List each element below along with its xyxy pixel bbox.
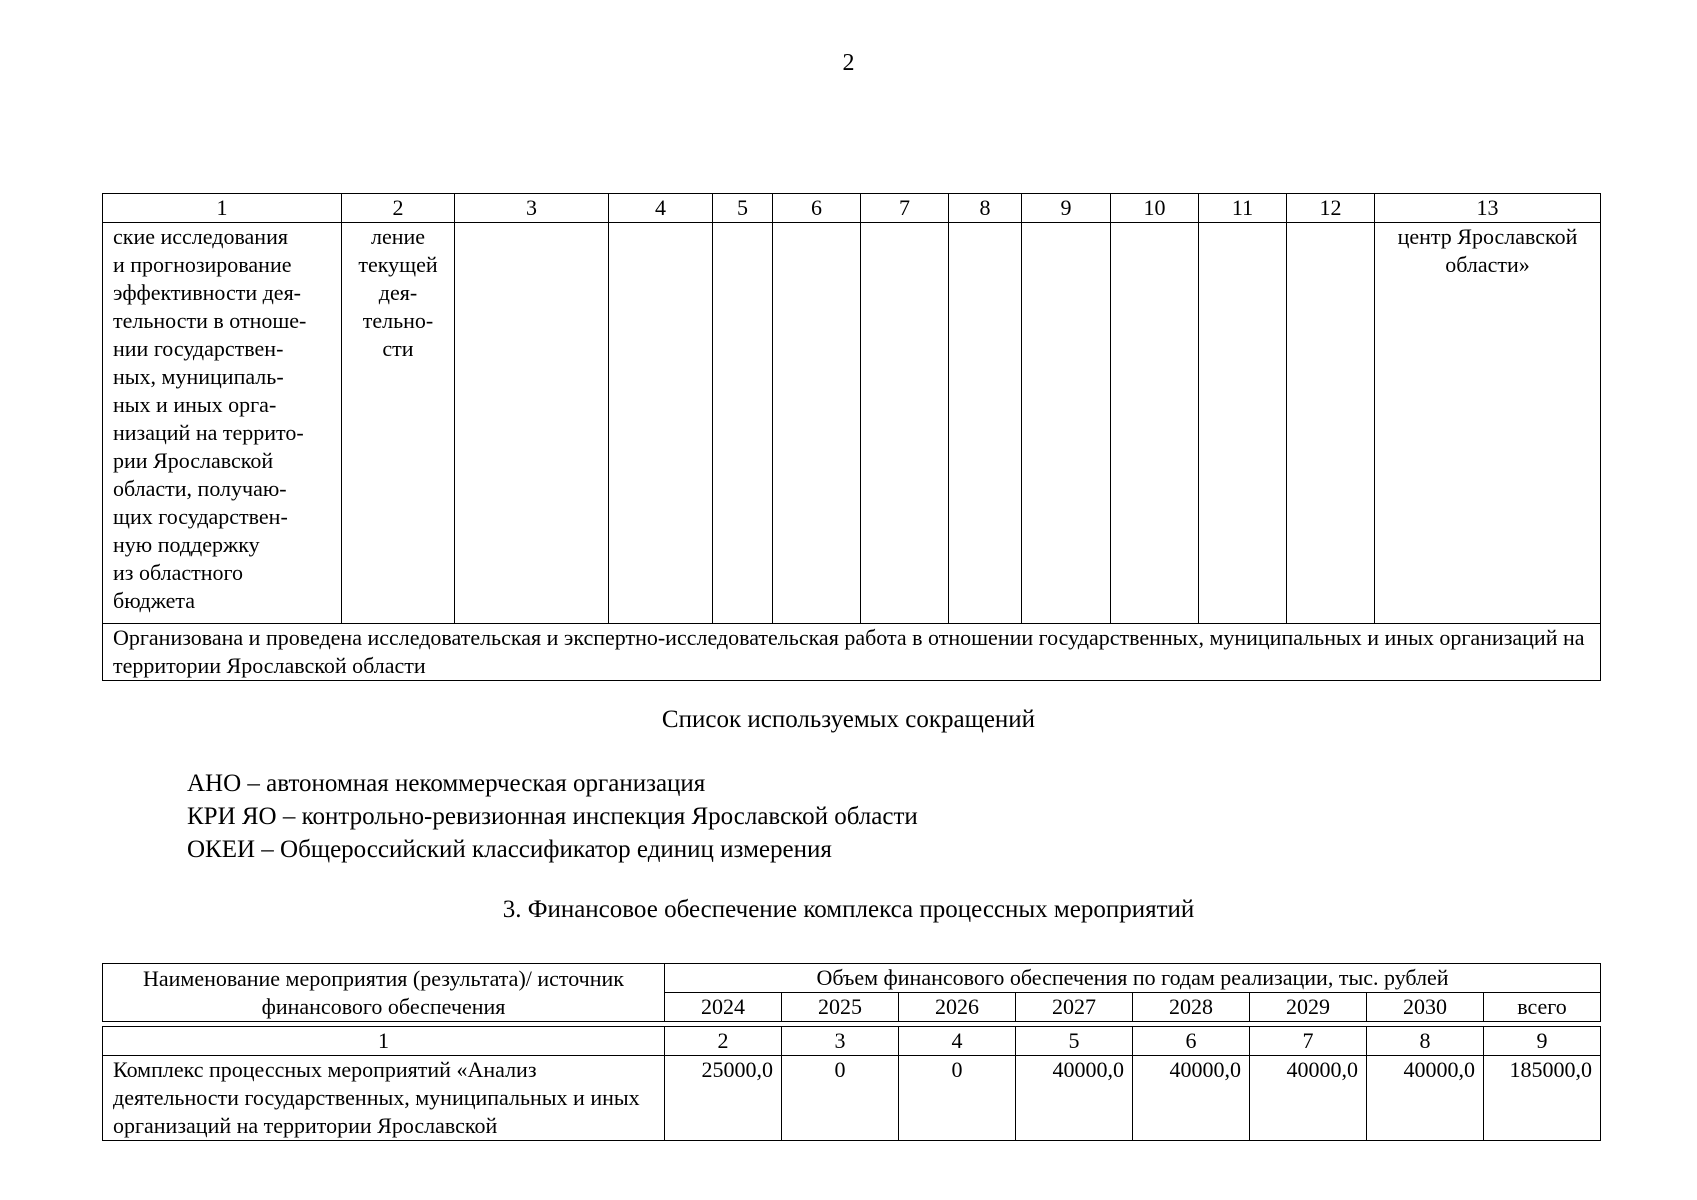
column-number: 4 [899,1027,1016,1056]
volume-header: Объем финансового обеспечения по годам реализации, тыс. рублей [665,964,1601,993]
year-header: 2024 [665,993,782,1022]
column-number: 3 [455,194,609,223]
column-number: 1 [103,194,342,223]
empty-cell [773,223,861,624]
year-header: 2025 [782,993,899,1022]
empty-cell [1022,223,1111,624]
results-table [102,193,1601,681]
column-number: 5 [1016,1027,1133,1056]
column-number: 7 [1250,1027,1367,1056]
column-number: 10 [1111,194,1199,223]
result-description: Организована и проведена исследовательская и экспертно-исследовательская работа в отношении государственных, муниципальных и иных организаций на территории Ярославской области [103,624,1601,681]
value-2029: 40000,0 [1250,1056,1367,1141]
year-header: 2027 [1016,993,1133,1022]
year-header: 2029 [1250,993,1367,1022]
abbreviations-title: Список используемых сокращений [661,706,1036,733]
abbreviation-item: КРИ ЯО – контрольно-ревизионная инспекция Ярославской области [187,803,918,830]
result-name-cell: ские исследования и прогнозирование эффективности дея- тельности в отноше- нии государствен- ных, муниципаль- ных и иных орга- низаций на террито- рии Ярославской области, получаю- щих государствен- ную поддержку из областного бюджета [103,223,342,624]
column-number: 2 [342,194,455,223]
year-header: 2030 [1367,993,1484,1022]
column-number: 8 [1367,1027,1484,1056]
abbreviations-list [187,767,918,866]
year-header: всего [1484,993,1601,1022]
value-2030: 40000,0 [1367,1056,1484,1141]
value-2027: 40000,0 [1016,1056,1133,1141]
responsible-cell: центр Ярославской области» [1375,223,1601,624]
column-number: 1 [103,1027,665,1056]
value-2026: 0 [899,1056,1016,1141]
table-row [103,223,1601,624]
table-row [103,1056,1601,1141]
column-number: 7 [861,194,949,223]
abbreviation-item: АНО – автономная некоммерческая организация [187,770,706,797]
empty-cell [609,223,713,624]
column-number: 6 [1133,1027,1250,1056]
empty-cell [455,223,609,624]
column-number: 4 [609,194,713,223]
section-title: 3. Финансовое обеспечение комплекса процессных мероприятий [502,896,1195,923]
empty-cell [1287,223,1375,624]
column-number: 5 [713,194,773,223]
empty-cell [1199,223,1287,624]
value-2024: 25000,0 [665,1056,782,1141]
activity-name: Комплекс процессных мероприятий «Анализ деятельности государственных, муниципальных и иных организаций на территории Ярославской [103,1056,665,1141]
empty-cell [949,223,1022,624]
column-number: 12 [1287,194,1375,223]
column-number: 2 [665,1027,782,1056]
page-number: 2 [842,50,855,76]
empty-cell [713,223,773,624]
column-number-row [103,1027,1601,1056]
column-number: 6 [773,194,861,223]
column-number-row [103,194,1601,223]
column-number: 8 [949,194,1022,223]
finance-header-row [103,964,1601,993]
value-2025: 0 [782,1056,899,1141]
column-number: 9 [1484,1027,1601,1056]
year-header: 2028 [1133,993,1250,1022]
empty-cell [1111,223,1199,624]
column-number: 3 [782,1027,899,1056]
value-2028: 40000,0 [1133,1056,1250,1141]
result-description-row [103,624,1601,681]
result-type-cell: ление текущей дея- тельно- сти [342,223,455,624]
name-header: Наименование мероприятия (результата)/ источник финансового обеспечения [103,964,665,1022]
value-total: 185000,0 [1484,1056,1601,1141]
empty-cell [861,223,949,624]
finance-table [102,963,1601,1141]
abbreviation-item: ОКЕИ – Общероссийский классификатор единиц измерения [187,836,832,863]
column-number: 9 [1022,194,1111,223]
column-number: 13 [1375,194,1601,223]
column-number: 11 [1199,194,1287,223]
year-header: 2026 [899,993,1016,1022]
